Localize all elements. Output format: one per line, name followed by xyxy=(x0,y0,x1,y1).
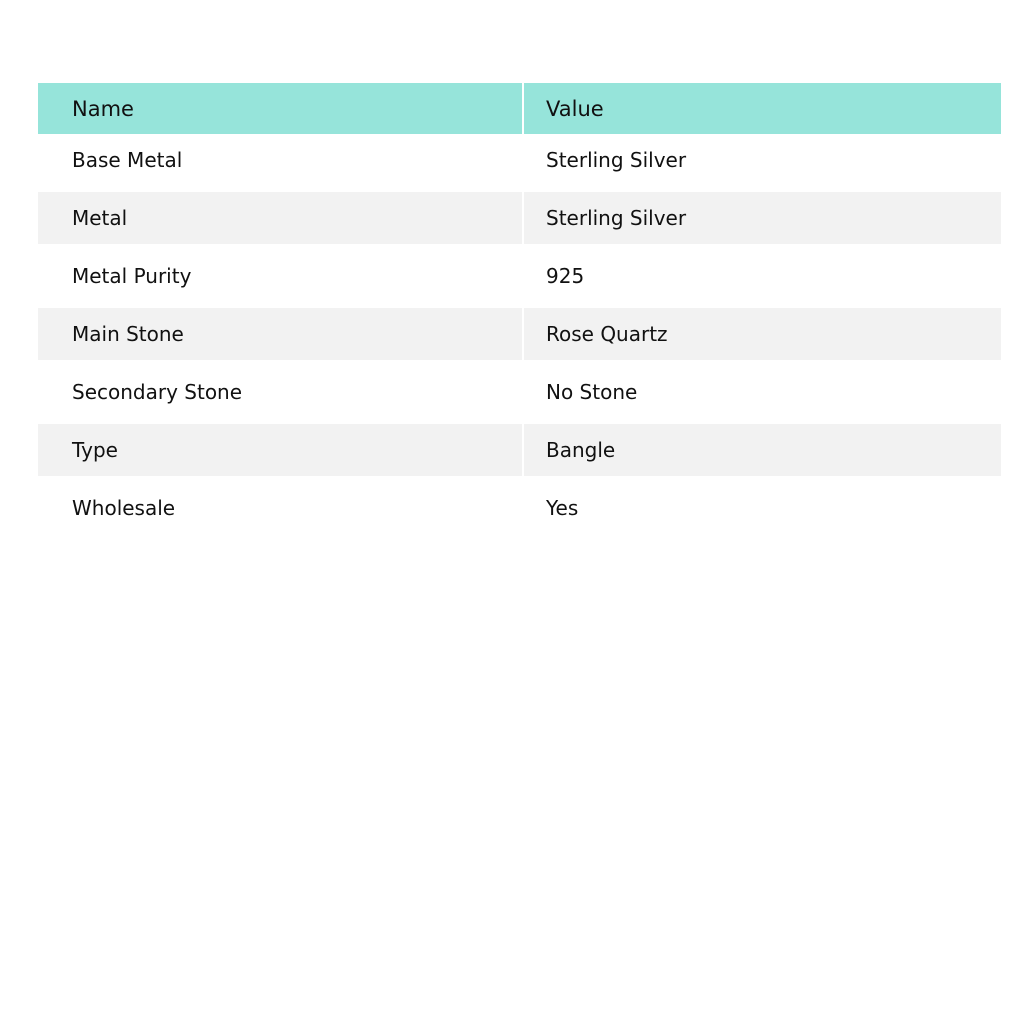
table-row xyxy=(38,366,1001,418)
attribute-value-cell: Yes xyxy=(523,482,1001,534)
attribute-name-cell: Wholesale xyxy=(38,482,523,534)
attributes-table xyxy=(38,83,1001,534)
attribute-name-cell: Metal xyxy=(38,192,523,244)
attribute-name-cell: Base Metal xyxy=(38,134,523,186)
attribute-name-cell: Type xyxy=(38,424,523,476)
table-row xyxy=(38,424,1001,476)
attribute-value-cell: Rose Quartz xyxy=(523,308,1001,360)
attribute-value-cell: Bangle xyxy=(523,424,1001,476)
table-header-row xyxy=(38,83,1001,134)
attribute-value-cell: 925 xyxy=(523,250,1001,302)
column-header-value: Value xyxy=(523,83,1001,134)
table-body xyxy=(38,134,1001,534)
table-row xyxy=(38,482,1001,534)
attribute-value-cell: Sterling Silver xyxy=(523,192,1001,244)
table-row xyxy=(38,192,1001,244)
attribute-name-cell: Secondary Stone xyxy=(38,366,523,418)
table-row xyxy=(38,308,1001,360)
column-header-name: Name xyxy=(38,83,523,134)
table-row xyxy=(38,250,1001,302)
attribute-name-cell: Main Stone xyxy=(38,308,523,360)
attribute-name-cell: Metal Purity xyxy=(38,250,523,302)
attribute-value-cell: Sterling Silver xyxy=(523,134,1001,186)
attribute-value-cell: No Stone xyxy=(523,366,1001,418)
table-header xyxy=(38,83,1001,134)
table-row xyxy=(38,134,1001,186)
